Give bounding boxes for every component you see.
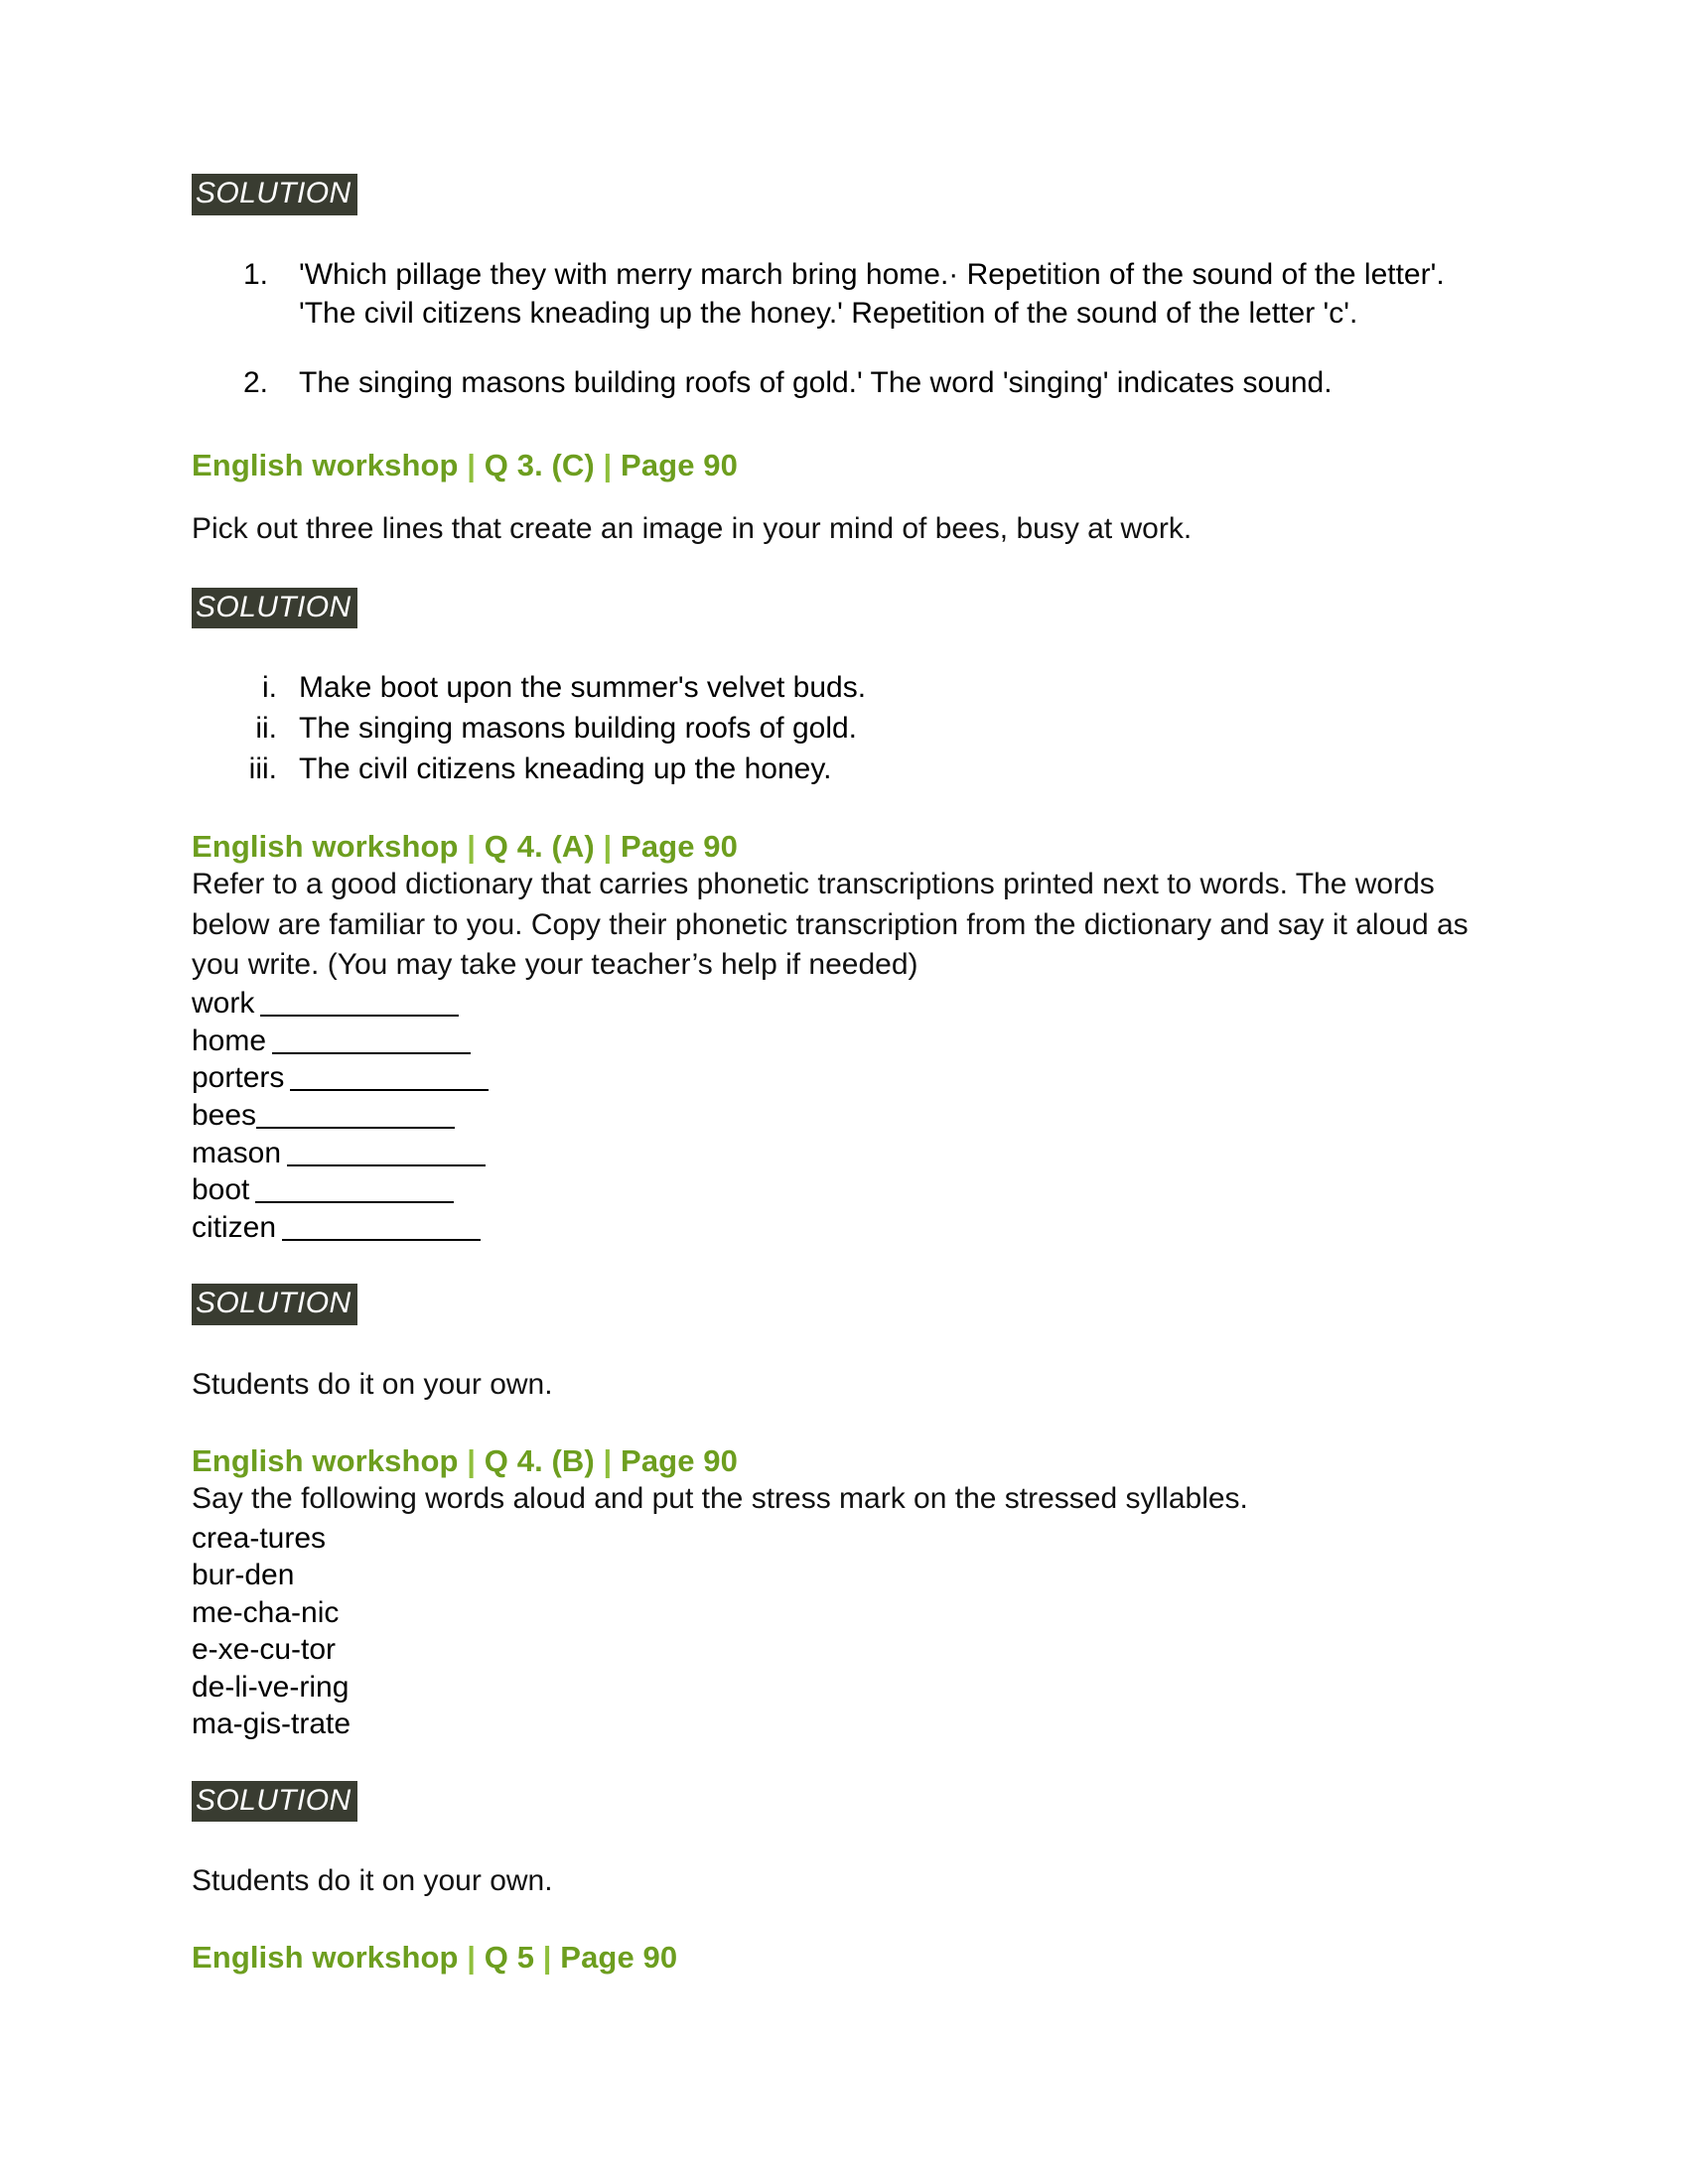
section-heading-q3c xyxy=(192,447,1492,483)
heading-separator: | xyxy=(603,829,613,865)
heading-page-number: Page 90 xyxy=(621,1443,738,1479)
solution-block-q3c xyxy=(192,588,1492,629)
list-item xyxy=(192,750,1492,788)
blank-line[interactable] xyxy=(260,993,459,1017)
word-label: home xyxy=(192,1024,267,1057)
blank-line[interactable] xyxy=(287,1143,486,1166)
word-label: porters xyxy=(192,1061,285,1095)
heading-page-number: Page 90 xyxy=(560,1940,678,1976)
word-label: boot xyxy=(192,1173,250,1207)
word-blank-row xyxy=(192,1171,1492,1209)
spacer xyxy=(192,483,1492,509)
list-item xyxy=(192,709,1492,748)
heading-title: English workshop xyxy=(192,1443,459,1479)
list-marker: ii. xyxy=(255,712,277,746)
heading-separator: | xyxy=(542,1940,552,1976)
list-item-text: Make boot upon the summer's velvet buds. xyxy=(299,671,867,705)
list-item-text: The civil citizens kneading up the honey. xyxy=(299,752,832,786)
word-blank-row xyxy=(192,1023,1492,1060)
solution-block-q2 xyxy=(192,174,1492,215)
list-marker: 2. xyxy=(243,366,269,400)
spacer xyxy=(192,229,1492,255)
heading-separator: | xyxy=(467,448,477,483)
solution-block-q4b xyxy=(192,1781,1492,1823)
list-item-text: The singing masons building roofs of gold. xyxy=(299,712,858,746)
spacer xyxy=(192,433,1492,447)
spacer xyxy=(192,1901,1492,1939)
list-marker: 1. xyxy=(243,257,269,291)
question-text-q4b: Say the following words aloud and put the stress mark on the stressed syllables. xyxy=(192,1482,1248,1516)
word-blank-row xyxy=(192,1135,1492,1172)
word-blank-row xyxy=(192,1209,1492,1247)
heading-question-number: Q 3. (C) xyxy=(484,448,595,483)
blank-line[interactable] xyxy=(282,1217,481,1241)
heading-separator: | xyxy=(603,448,613,483)
spacer xyxy=(192,790,1492,828)
syllable-word: e-xe-cu-tor xyxy=(192,1633,337,1667)
spacer xyxy=(192,550,1492,588)
numbered-answer-list xyxy=(192,255,1492,404)
list-item-text: The singing masons building roofs of gold.' The word 'singing' indicates sound. xyxy=(299,366,1333,400)
syllable-word: crea-tures xyxy=(192,1521,327,1555)
list-marker: i. xyxy=(262,671,277,705)
solution-label: SOLUTION xyxy=(192,1781,357,1823)
list-marker: iii. xyxy=(248,752,277,786)
list-item-text: 'Which pillage they with merry march bring home.· Repetition of the sound of the letter'. 'The civil citizens kneading up the honey.' Repetition of the sound of the letter 'c'. xyxy=(299,257,1445,331)
spacer xyxy=(192,642,1492,668)
heading-separator: | xyxy=(467,829,477,865)
heading-title: English workshop xyxy=(192,829,459,865)
solution-label: SOLUTION xyxy=(192,174,357,215)
solution-block-q4a xyxy=(192,1284,1492,1325)
syllable-word: de-li-ve-ring xyxy=(192,1670,350,1704)
heading-question-number: Q 4. (A) xyxy=(484,829,595,865)
blank-line[interactable] xyxy=(255,1179,454,1203)
roman-answer-list xyxy=(192,668,1492,788)
word-blank-row xyxy=(192,985,1492,1023)
blank-line[interactable] xyxy=(272,1030,471,1054)
syllable-word-list xyxy=(192,1520,1492,1743)
heading-page-number: Page 90 xyxy=(621,448,738,483)
document-content xyxy=(192,174,1492,1977)
word-label: work xyxy=(192,986,255,1020)
heading-question-number: Q 5 xyxy=(484,1940,535,1976)
syllable-word: bur-den xyxy=(192,1559,295,1592)
section-heading-q4a xyxy=(192,828,1492,865)
word-label: bees xyxy=(192,1098,257,1132)
heading-title: English workshop xyxy=(192,448,459,483)
answer-text-q4b: Students do it on your own. xyxy=(192,1864,553,1898)
solution-label: SOLUTION xyxy=(192,588,357,629)
spacer xyxy=(192,1836,1492,1861)
heading-page-number: Page 90 xyxy=(621,829,738,865)
spacer xyxy=(192,1246,1492,1284)
spacer xyxy=(192,1405,1492,1442)
spacer xyxy=(192,1743,1492,1781)
question-text-q3c: Pick out three lines that create an image in your mind of bees, busy at work. xyxy=(192,512,1193,546)
word-blank-row xyxy=(192,1097,1492,1135)
solution-label: SOLUTION xyxy=(192,1284,357,1325)
heading-separator: | xyxy=(467,1443,477,1479)
word-label: citizen xyxy=(192,1210,277,1244)
syllable-word: me-cha-nic xyxy=(192,1595,340,1629)
heading-title: English workshop xyxy=(192,1940,459,1976)
heading-question-number: Q 4. (B) xyxy=(484,1443,595,1479)
list-item xyxy=(192,363,1492,403)
syllable-word: ma-gis-trate xyxy=(192,1707,352,1741)
word-blank-row xyxy=(192,1059,1492,1097)
blank-line[interactable] xyxy=(290,1067,489,1091)
spacer xyxy=(192,1339,1492,1365)
section-heading-q4b xyxy=(192,1442,1492,1479)
heading-separator: | xyxy=(603,1443,613,1479)
heading-separator: | xyxy=(467,1940,477,1976)
phonetic-word-list xyxy=(192,985,1492,1246)
word-label: mason xyxy=(192,1136,282,1169)
list-item xyxy=(192,668,1492,707)
answer-text-q4a: Students do it on your own. xyxy=(192,1368,553,1402)
list-item xyxy=(192,255,1492,335)
section-heading-q5 xyxy=(192,1939,1492,1976)
question-text-q4a: Refer to a good dictionary that carries phonetic transcriptions printed next to words. The words below are familiar to you. Copy their phonetic transcription from the dictionary and say it aloud as you write. (You may take your teacher’s help if needed) xyxy=(192,868,1469,981)
blank-line[interactable] xyxy=(256,1105,455,1129)
